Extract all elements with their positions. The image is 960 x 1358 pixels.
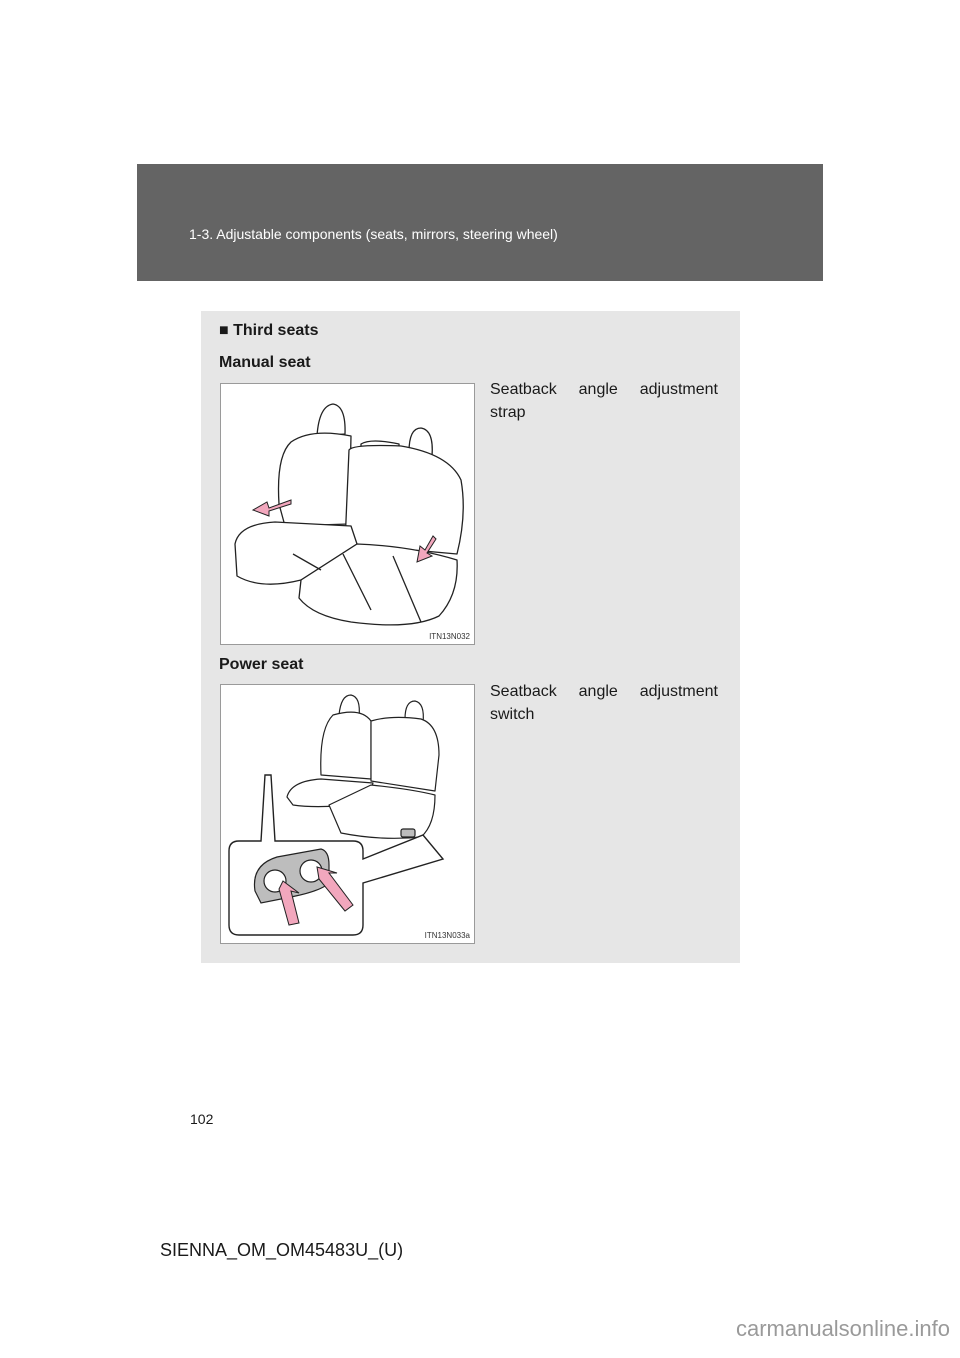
power-seat-caption: Seatback angle adjustment switch bbox=[490, 683, 718, 723]
manual-seat-figure bbox=[220, 383, 475, 645]
page-number: 102 bbox=[190, 1111, 214, 1127]
content-box bbox=[201, 311, 740, 963]
section-breadcrumb: 1-3. Adjustable components (seats, mirrors, steering wheel) bbox=[189, 226, 558, 242]
headrest-icon bbox=[317, 404, 345, 436]
power-seat-heading: Power seat bbox=[219, 656, 304, 673]
watermark: carmanualsonline.info bbox=[735, 1316, 950, 1341]
figure-code: ITN13N033a bbox=[424, 931, 470, 940]
manual-seat-illustration bbox=[221, 384, 474, 644]
manual-seat-caption: Seatback angle adjustment strap bbox=[490, 381, 718, 421]
manual-seat-heading: Manual seat bbox=[219, 354, 311, 371]
power-seat-illustration bbox=[221, 685, 474, 943]
figure-code: ITN13N032 bbox=[429, 632, 470, 641]
power-seat-figure bbox=[220, 684, 475, 944]
header-band bbox=[137, 164, 823, 281]
section-heading: ■ Third seats bbox=[219, 322, 319, 339]
document-code: SIENNA_OM_OM45483U_(U) bbox=[160, 1240, 404, 1260]
